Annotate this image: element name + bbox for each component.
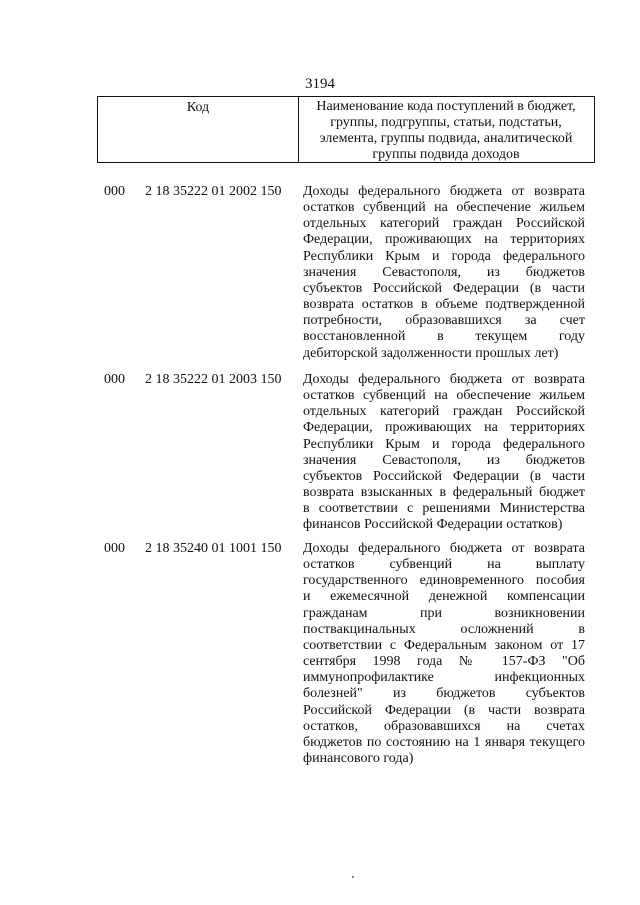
description-line: отдельных категорий граждан Российской xyxy=(303,216,585,232)
description-line: Российской Федерации (в части возврата xyxy=(303,702,585,718)
description-line: Федерации, проживающих на территориях xyxy=(303,420,585,436)
description-line: возврата взысканных в федеральный бюджет xyxy=(303,485,585,501)
description-line: субъектов Российской Федерации (в части xyxy=(303,468,585,484)
description-line: Доходы федерального бюджета от возврата xyxy=(303,184,585,199)
description-line: значения Севастополя, из бюджетов xyxy=(303,452,585,468)
description-line: Доходы федерального бюджета от возврата xyxy=(303,372,585,387)
scan-speck xyxy=(352,876,354,878)
description-line: в соответствии с решениями Министерства xyxy=(303,501,585,517)
description-line: поствакцинальных осложнений в xyxy=(303,621,585,637)
description-line: остатков субвенций на выплату xyxy=(303,557,585,573)
description-line: Республики Крым и города федерального xyxy=(303,248,585,264)
description-line: потребности, образовавшихся за счет xyxy=(303,313,585,329)
description-line: дебиторской задолженности прошлых лет) xyxy=(303,345,559,361)
description-line: отдельных категорий граждан Российской xyxy=(303,404,585,420)
description-line: остатков субвенций на обеспечение жильем xyxy=(303,200,585,216)
description-line: Республики Крым и города федерального xyxy=(303,436,585,452)
description-line: Федерации, проживающих на территориях xyxy=(303,232,585,248)
description-line: возврата остатков в объеме подтвержденной xyxy=(303,297,585,313)
row-description xyxy=(303,372,585,534)
description-line: гражданам при возникновении xyxy=(303,605,585,621)
row-budget-code: 2 18 35240 01 1001 150 xyxy=(145,541,282,556)
row-budget-code: 2 18 35222 01 2002 150 xyxy=(145,184,282,199)
row-group-code: 000 xyxy=(104,372,125,387)
description-line: восстановленной в текущем году xyxy=(303,329,585,345)
row-group-code: 000 xyxy=(104,184,125,199)
page-number: 3194 xyxy=(305,76,335,92)
description-line: бюджетов по состоянию на 1 января текущего xyxy=(303,734,585,750)
description-line: финансового года) xyxy=(303,751,414,767)
description-line: болезней" из бюджетов субъектов xyxy=(303,686,585,702)
header-name-label xyxy=(300,99,592,163)
description-line: значения Севастополя, из бюджетов xyxy=(303,264,585,280)
description-line: иммунопрофилактике инфекционных xyxy=(303,670,585,686)
row-description xyxy=(303,184,585,362)
header-name-line: Наименование кода поступлений в бюджет, xyxy=(316,99,576,114)
header-code-label: Код xyxy=(186,100,210,115)
row-group-code: 000 xyxy=(104,541,125,556)
header-name-line: элемента, группы подвида, аналитической xyxy=(319,131,573,146)
header-divider xyxy=(298,97,299,162)
header-name-line: группы подвида доходов xyxy=(372,147,520,162)
table-header xyxy=(97,96,595,163)
row-budget-code: 2 18 35222 01 2003 150 xyxy=(145,372,282,387)
description-line: и ежемесячной денежной компенсации xyxy=(303,589,585,605)
row-description xyxy=(303,541,585,767)
description-line: остатков, образовавшихся на счетах xyxy=(303,718,585,734)
description-line: сентября 1998 года № 157-ФЗ "Об xyxy=(303,654,585,670)
description-line: остатков субвенций на обеспечение жильем xyxy=(303,388,585,404)
description-line: финансов Российской Федерации остатков) xyxy=(303,517,563,533)
description-line: государственного единовременного пособия xyxy=(303,573,585,589)
description-line: соответствии с Федеральным законом от 17 xyxy=(303,637,585,653)
description-line: Доходы федерального бюджета от возврата xyxy=(303,541,585,556)
description-line: субъектов Российской Федерации (в части xyxy=(303,280,585,296)
header-name-line: группы, подгруппы, статьи, подстатьи, xyxy=(330,115,562,130)
